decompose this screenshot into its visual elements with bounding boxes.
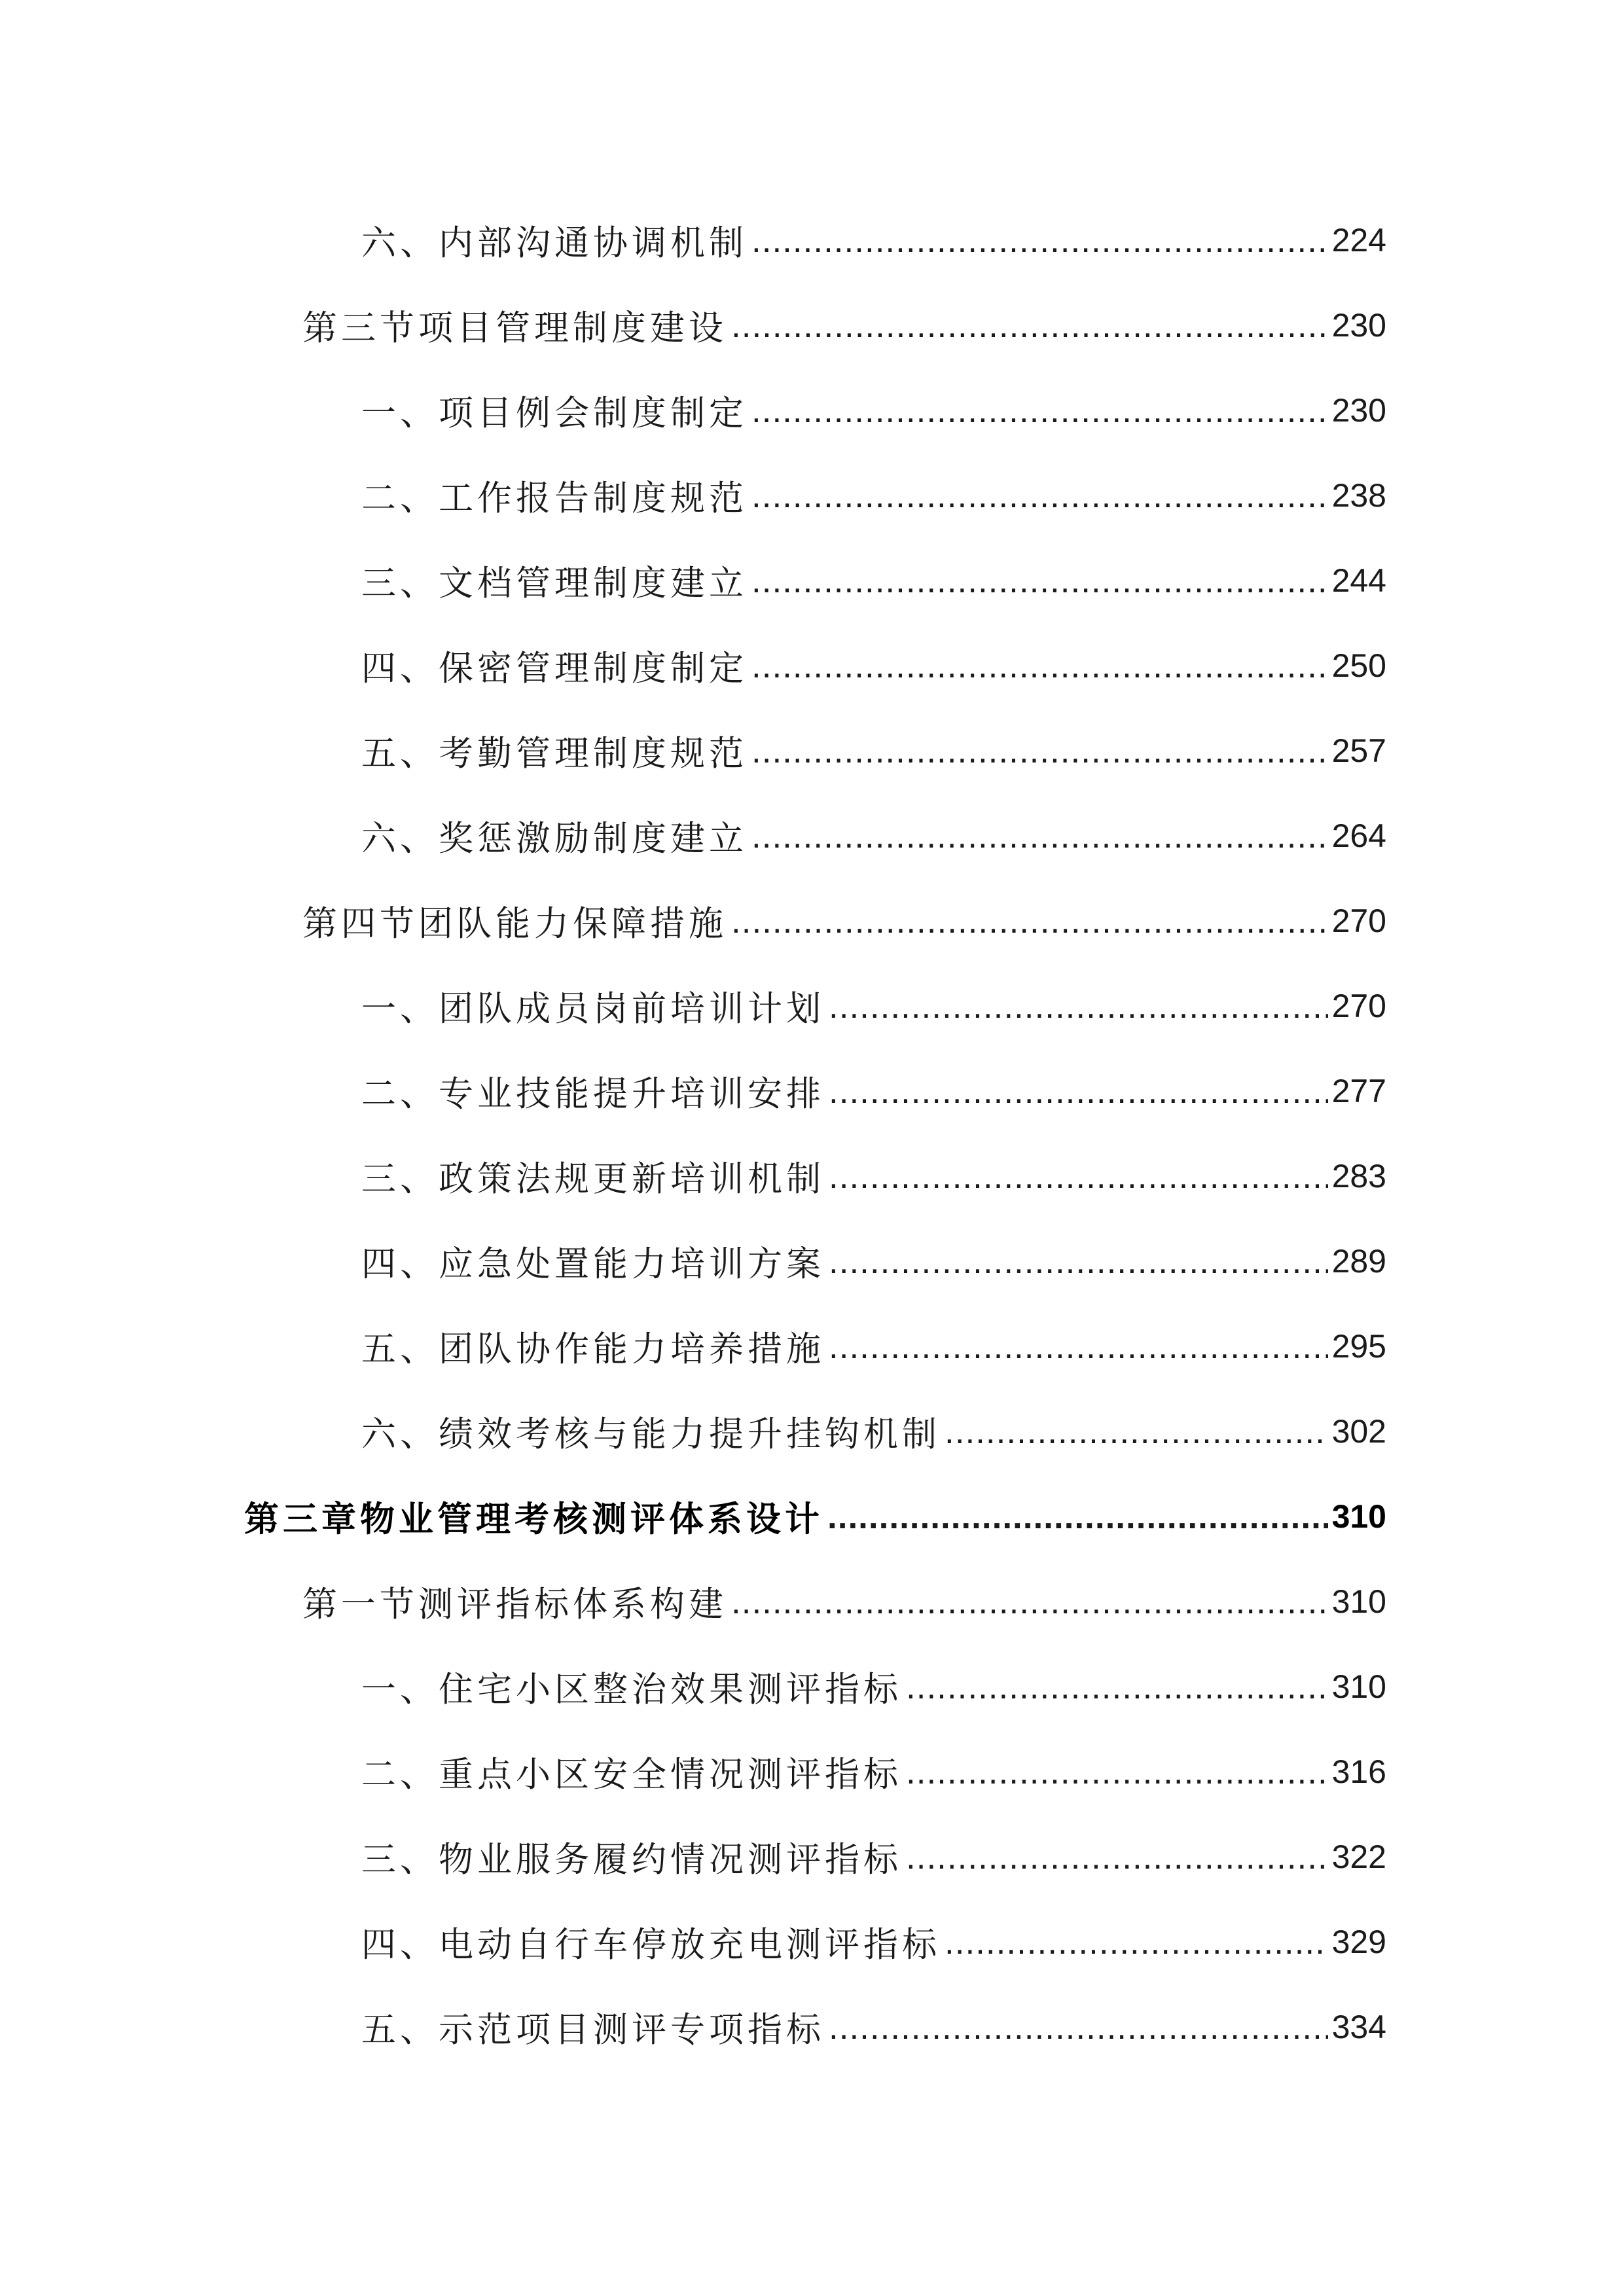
toc-entry-title: 二、工作报告制度规范: [361, 478, 748, 518]
toc-page-number: 322: [1331, 1839, 1386, 1875]
toc-page-number: 302: [1331, 1413, 1386, 1450]
toc-entry-section[interactable]: [0, 878, 1624, 963]
toc-entry-title: 六、奖惩激励制度建立: [361, 819, 748, 859]
toc-entry-title: 六、绩效考核与能力提升挂钩机制: [361, 1414, 941, 1454]
toc-entry[interactable]: [0, 1134, 1624, 1219]
toc-dot-leader: [751, 731, 1328, 771]
toc-entry-title: 六、内部沟通协调机制: [361, 223, 748, 263]
toc-page-number: 289: [1331, 1243, 1386, 1280]
toc-page-number: 334: [1331, 2009, 1386, 2045]
toc-entry[interactable]: [0, 1729, 1624, 1814]
toc-entry-title: 二、专业技能提升培训安排: [361, 1074, 825, 1114]
toc-entry[interactable]: [0, 708, 1624, 793]
toc-page-number: 283: [1331, 1158, 1386, 1194]
toc-entry[interactable]: [0, 1984, 1624, 2070]
toc-entry-title: 二、重点小区安全情况测评指标: [361, 1755, 902, 1795]
toc-dot-leader: [751, 221, 1328, 260]
toc-dot-leader: [829, 2007, 1328, 2047]
toc-entry[interactable]: [0, 538, 1624, 623]
toc-dot-leader: [731, 901, 1328, 941]
toc-dot-leader: [827, 1497, 1328, 1537]
toc-dot-leader: [751, 476, 1328, 516]
toc-dot-leader: [731, 306, 1328, 346]
toc-entry-title: 五、考勤管理制度规范: [361, 734, 748, 774]
toc-entry-title: 一、团队成员岗前培训计划: [361, 989, 825, 1029]
toc-dot-leader: [829, 1327, 1328, 1367]
toc-page-number: 310: [1331, 1498, 1386, 1535]
toc-entry-chapter[interactable]: [0, 1474, 1624, 1559]
toc-entry[interactable]: [0, 1219, 1624, 1304]
toc-dot-leader: [751, 646, 1328, 686]
toc-entry-title: 第三节项目管理制度建设: [302, 308, 727, 348]
toc-entry-title: 三、物业服务履约情况测评指标: [361, 1840, 902, 1880]
toc-entry[interactable]: [0, 368, 1624, 453]
toc-dot-leader: [751, 561, 1328, 601]
toc-entry[interactable]: [0, 1389, 1624, 1474]
toc-dot-leader: [829, 1071, 1328, 1111]
toc-dot-leader: [906, 1667, 1328, 1707]
toc-entry[interactable]: [0, 1644, 1624, 1729]
toc-entry-title: 三、政策法规更新培训机制: [361, 1159, 825, 1199]
toc-page-number: 310: [1331, 1583, 1386, 1620]
toc-page-number: 310: [1331, 1668, 1386, 1705]
toc-entry-title: 第四节团队能力保障措施: [302, 904, 727, 944]
toc-page-number: 295: [1331, 1328, 1386, 1365]
toc-entry[interactable]: [0, 623, 1624, 708]
toc-page-number: 264: [1331, 817, 1386, 854]
toc-entry[interactable]: [0, 1814, 1624, 1899]
toc-page-number: 329: [1331, 1924, 1386, 1960]
toc-entry-title: 三、文档管理制度建立: [361, 564, 748, 603]
toc-entry[interactable]: [0, 963, 1624, 1049]
toc-entry-section[interactable]: [0, 283, 1624, 368]
toc-entry-title: 一、住宅小区整治效果测评指标: [361, 1670, 902, 1710]
toc-dot-leader: [829, 1157, 1328, 1196]
toc-page-number: 250: [1331, 647, 1386, 684]
toc-entry[interactable]: [0, 1304, 1624, 1389]
toc-dot-leader: [731, 1582, 1328, 1622]
toc-entry[interactable]: [0, 453, 1624, 538]
toc-entry-section[interactable]: [0, 1559, 1624, 1644]
toc-dot-leader: [906, 1837, 1328, 1877]
toc-page-number: 244: [1331, 562, 1386, 599]
toc-entry[interactable]: [0, 793, 1624, 878]
toc-entry-title: 四、保密管理制度制定: [361, 649, 748, 689]
toc-entry[interactable]: [0, 198, 1624, 283]
toc-page-number: 270: [1331, 903, 1386, 939]
toc-dot-leader: [945, 1412, 1328, 1452]
toc-entry-title: 五、示范项目测评专项指标: [361, 2010, 825, 2050]
toc-page-number: 224: [1331, 222, 1386, 259]
toc-entry-title: 一、项目例会制度制定: [361, 393, 748, 433]
toc-dot-leader: [751, 391, 1328, 431]
toc-dot-leader: [906, 1752, 1328, 1792]
toc-entry-title: 五、团队协作能力培养措施: [361, 1329, 825, 1369]
toc-entry[interactable]: [0, 1899, 1624, 1984]
table-of-contents: [0, 198, 1624, 2070]
toc-page-number: 238: [1331, 477, 1386, 514]
toc-dot-leader: [829, 1242, 1328, 1282]
toc-page-number: 270: [1331, 988, 1386, 1024]
toc-page-number: 257: [1331, 732, 1386, 769]
toc-dot-leader: [751, 816, 1328, 856]
toc-entry-title: 第三章物业管理考核测评体系设计: [244, 1499, 823, 1539]
toc-entry-title: 四、应急处置能力培训方案: [361, 1244, 825, 1284]
toc-entry-title: 第一节测评指标体系构建: [302, 1585, 727, 1624]
toc-page-number: 230: [1331, 392, 1386, 429]
toc-entry[interactable]: [0, 1049, 1624, 1134]
toc-dot-leader: [829, 986, 1328, 1026]
toc-page-number: 277: [1331, 1073, 1386, 1109]
toc-entry-title: 四、电动自行车停放充电测评指标: [361, 1925, 941, 1965]
toc-dot-leader: [945, 1922, 1328, 1962]
toc-page-number: 316: [1331, 1753, 1386, 1790]
toc-page-number: 230: [1331, 307, 1386, 344]
